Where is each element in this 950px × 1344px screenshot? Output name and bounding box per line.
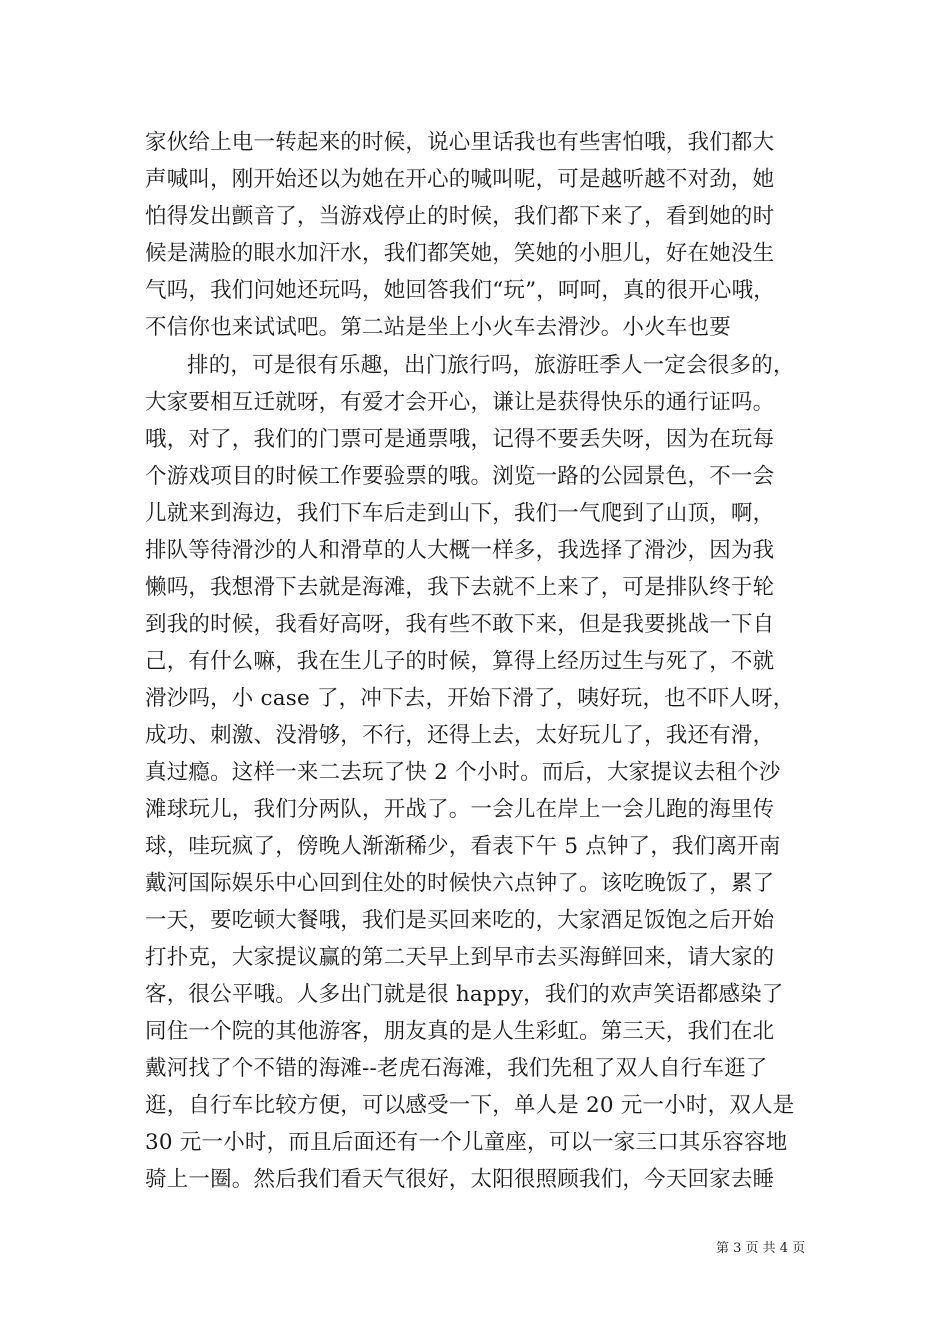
text-line: 家伙给上电一转起来的时候，说心里话我也有些害怕哦，我们都大 [145,130,775,155]
page-footer: 第 3 页 共 4 页 [716,1241,806,1256]
text-line: 戴河找了个不错的海滩--老虎石海滩，我们先租了双人自行车逛了 [145,1056,768,1081]
text-line: 己，有什么嘛，我在生儿子的时候，算得上经历过生与死了，不就 [145,649,775,674]
text-line: 成功、刺激、没滑够，不行，还得上去，太好玩儿了，我还有滑， [145,723,775,748]
text-line: 哦，对了，我们的门票可是通票哦，记得不要丢失呀，因为在玩每 [145,427,775,452]
text-line: 滑沙吗，小 case 了，冲下去，开始下滑了，咦好玩，也不吓人呀， [145,686,795,711]
text-line: 到我的时候，我看好高呀，我有些不敢下来，但是我要挑战一下自 [145,612,775,637]
paragraph-first-line: 排的，可是很有乐趣，出门旅行吗，旅游旺季人一定会很多的， [187,353,795,378]
text-line: 排队等待滑沙的人和滑草的人大概一样多，我选择了滑沙，因为我 [145,538,775,563]
text-line: 客，很公平哦。人多出门就是很 happy，我们的欢声笑语都感染了 [145,982,784,1007]
text-line: 懒吗，我想滑下去就是海滩，我下去就不上来了，可是排队终于轮 [145,575,775,600]
text-line: 儿就来到海边，我们下车后走到山下，我们一气爬到了山顶，啊， [145,501,775,526]
text-line: 一天，要吃顿大餐哦，我们是买回来吃的，大家酒足饭饱之后开始 [145,908,775,933]
text-line: 真过瘾。这样一来二去玩了快 2 个小时。而后，大家提议去租个沙 [145,760,781,785]
text-line: 骑上一圈。然后我们看天气很好，太阳很照顾我们，今天回家去睡 [145,1167,775,1192]
text-line: 不信你也来试试吧。第二站是坐上小火车去滑沙。小火车也要 [145,315,731,340]
text-line: 打扑克，大家提议赢的第二天早上到早市去买海鲜回来，请大家的 [145,945,775,970]
text-line: 滩球玩儿，我们分两队，开战了。一会儿在岸上一会儿跑的海里传 [145,797,775,822]
text-line: 30 元一小时，而且后面还有一个儿童座，可以一家三口其乐容容地 [145,1130,788,1155]
text-line: 球，哇玩疯了，傍晚人渐渐稀少，看表下午 5 点钟了，我们离开南 [145,834,781,859]
text-line: 气吗，我们问她还玩吗，她回答我们“玩”，呵呵，真的很开心哦， [145,278,775,303]
text-line: 声喊叫，刚开始还以为她在开心的喊叫呢，可是越听越不对劲，她 [145,167,775,192]
text-line: 戴河国际娱乐中心回到住处的时候快六点钟了。该吃晚饭了，累了 [145,871,775,896]
text-line: 个游戏项目的时候工作要验票的哦。浏览一路的公园景色，不一会 [145,464,775,489]
text-line: 怕得发出颤音了，当游戏停止的时候，我们都下来了，看到她的时 [145,204,775,229]
text-line: 候是满脸的眼水加汗水，我们都笑她，笑她的小胆儿，好在她没生 [145,241,775,266]
text-line: 大家要相互迁就呀，有爱才会开心，谦让是获得快乐的通行证吗。 [145,390,775,415]
text-line: 逛，自行车比较方便，可以感受一下，单人是 20 元一小时，双人是 [145,1093,795,1118]
text-line: 同住一个院的其他游客，朋友真的是人生彩虹。第三天，我们在北 [145,1019,775,1044]
